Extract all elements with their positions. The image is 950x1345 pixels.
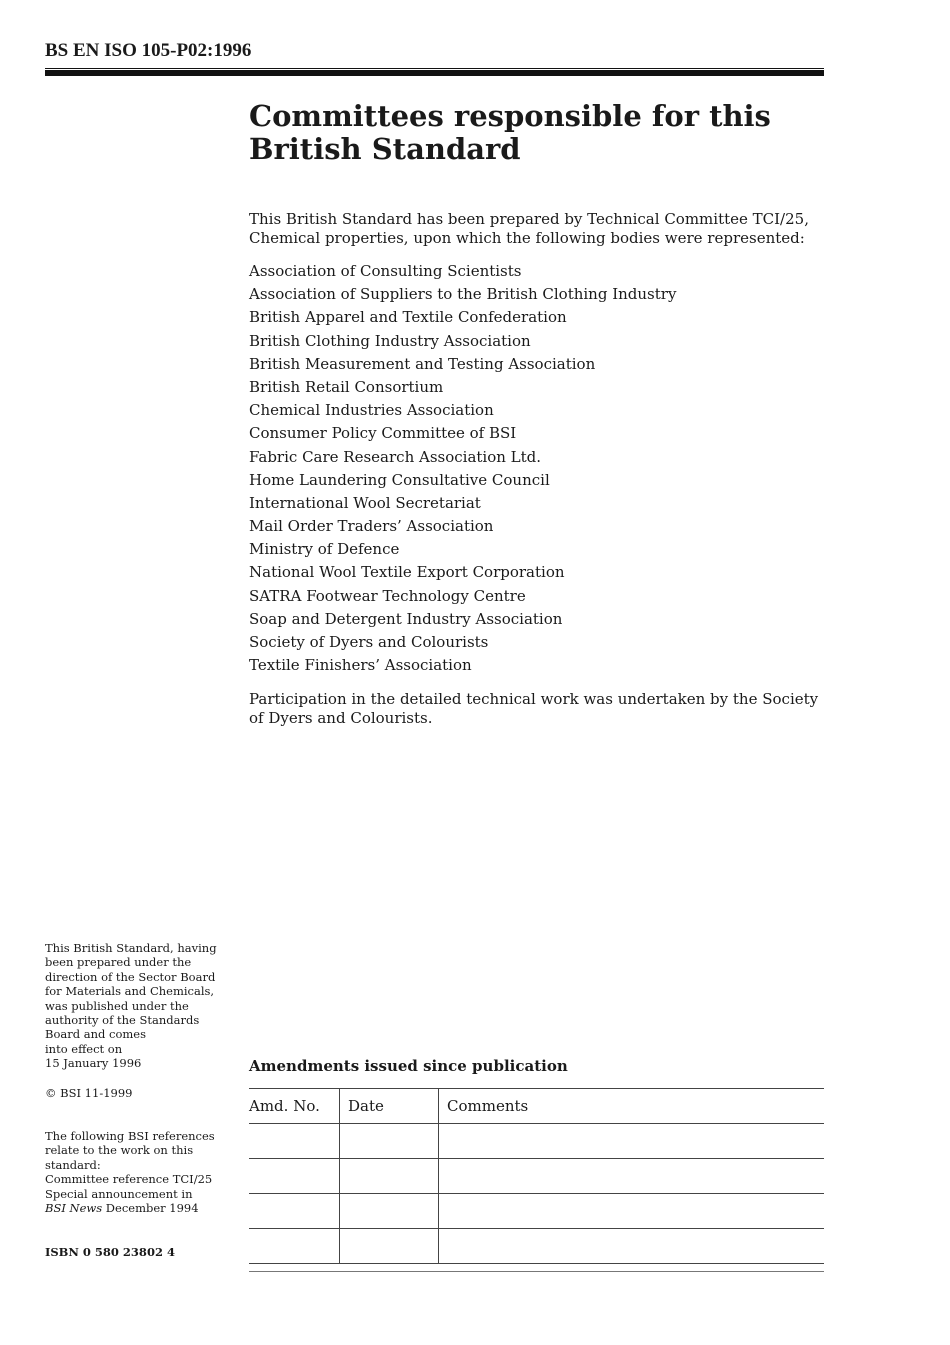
participation-paragraph: Participation in the detailed technical work was undertaken by the Society of Dyers and Colourists. <box>249 690 819 727</box>
table-cell <box>439 1229 825 1264</box>
publication-note-line: This British Standard, having <box>45 941 217 955</box>
list-item: British Clothing Industry Association <box>249 331 531 350</box>
list-item: Chemical Industries Association <box>249 401 494 420</box>
bsi-news-line <box>45 1201 230 1215</box>
table-row <box>249 1194 824 1229</box>
list-item: Association of Consulting Scientists <box>249 262 522 280</box>
publication-note-line: authority of the Standards <box>45 1013 200 1028</box>
header-rule-thin <box>45 68 824 69</box>
publication-note-line: Board and comes <box>45 1027 147 1042</box>
column-header-comments: Comments <box>439 1089 825 1124</box>
publication-note-line: 15 January 1996 <box>45 1056 142 1071</box>
document-id: BS EN ISO 105-P02:1996 <box>45 40 252 61</box>
list-item: British Apparel and Textile Confederation <box>249 308 567 327</box>
header-rule-thick <box>45 70 824 76</box>
page-title-line-2: British Standard <box>249 132 521 166</box>
table-cell <box>439 1124 825 1159</box>
table-cell <box>249 1194 340 1229</box>
publication-note-line: direction of the Sector Board <box>45 969 216 984</box>
references-lines <box>45 1129 230 1201</box>
amendments-header-row <box>249 1089 824 1124</box>
bsi-news-date: December 1994 <box>102 1201 199 1216</box>
list-item: SATRA Footwear Technology Centre <box>249 586 526 605</box>
publication-note-line: been prepared under the <box>45 955 192 970</box>
list-item: British Retail Consortium <box>249 377 444 396</box>
references-note <box>45 1129 230 1215</box>
table-cell <box>340 1229 439 1264</box>
footer-rule <box>249 1271 824 1272</box>
table-cell <box>340 1159 439 1194</box>
references-note-line: Committee reference TCI/25 <box>45 1172 213 1187</box>
page-title-line-1: Committees responsible for this <box>249 99 771 133</box>
column-header-amd-no: Amd. No. <box>249 1089 340 1124</box>
list-item: Mail Order Traders’ Association <box>249 517 494 536</box>
list-item: Association of Suppliers to the British Clothing Industry <box>249 285 677 304</box>
publication-note-line: was published under the <box>45 998 189 1013</box>
amendments-table <box>249 1088 824 1264</box>
references-note-line: standard: <box>45 1157 101 1172</box>
amendments-heading: Amendments issued since publication <box>249 1057 568 1075</box>
list-item: National Wool Textile Export Corporation <box>249 563 565 582</box>
list-item: Home Laundering Consultative Council <box>249 470 550 489</box>
list-item: Consumer Policy Committee of BSI <box>249 424 517 443</box>
references-note-line: relate to the work on this <box>45 1143 194 1158</box>
table-cell <box>439 1194 825 1229</box>
references-note-line: Special announcement in <box>45 1186 193 1201</box>
list-item: British Measurement and Testing Association <box>249 354 596 373</box>
represented-bodies-list <box>249 261 676 678</box>
list-item: Soap and Detergent Industry Association <box>249 609 563 628</box>
list-item: Society of Dyers and Colourists <box>249 633 489 651</box>
table-cell <box>340 1124 439 1159</box>
isbn: ISBN 0 580 23802 4 <box>45 1245 175 1259</box>
table-cell <box>249 1229 340 1264</box>
table-row <box>249 1159 824 1194</box>
copyright-note: © BSI 11-1999 <box>45 1086 133 1100</box>
intro-paragraph: This British Standard has been prepared by Technical Committee TCI/25, Chemical properties, upon which the following bodies were represented: <box>249 210 809 247</box>
table-cell <box>249 1124 340 1159</box>
page-title <box>249 100 824 166</box>
bsi-news-title: BSI News <box>45 1201 103 1216</box>
table-cell <box>249 1159 340 1194</box>
references-note-line: The following BSI references <box>45 1129 215 1143</box>
publication-note-line: for Materials and Chemicals, <box>45 984 215 999</box>
list-item: Fabric Care Research Association Ltd. <box>249 447 542 466</box>
publication-note-line: into effect on <box>45 1041 123 1056</box>
table-cell <box>340 1194 439 1229</box>
table-cell <box>439 1159 825 1194</box>
table-row <box>249 1229 824 1264</box>
table-row <box>249 1124 824 1159</box>
list-item: Ministry of Defence <box>249 540 400 559</box>
column-header-date: Date <box>340 1089 439 1124</box>
list-item: International Wool Secretariat <box>249 493 481 512</box>
publication-note <box>45 941 230 1071</box>
list-item: Textile Finishers’ Association <box>249 656 472 675</box>
